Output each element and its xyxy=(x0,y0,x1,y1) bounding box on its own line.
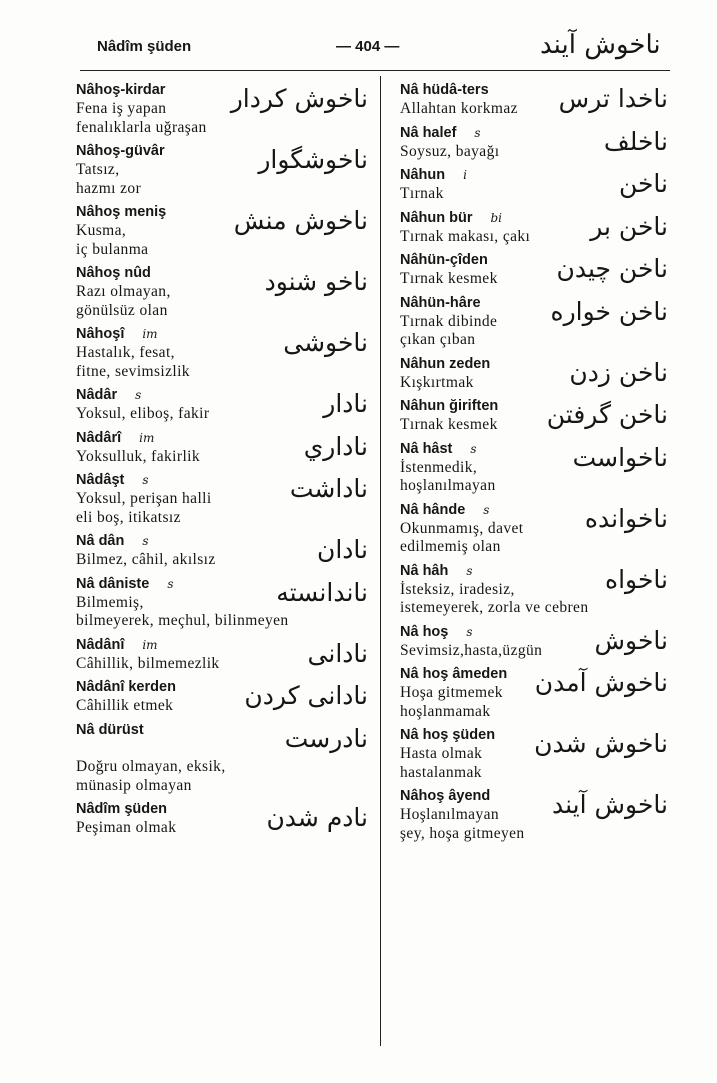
entry-definition-line: İstenmedik, xyxy=(400,458,478,476)
entry-arabic-script: ناخن خواره xyxy=(550,296,668,326)
entry-arabic-script: ناندانسته xyxy=(276,577,368,607)
dictionary-entry xyxy=(76,470,372,531)
entry-arabic-script: ناخوش منش xyxy=(233,206,368,235)
dictionary-entry xyxy=(76,263,372,324)
headword-text: Nâhoş nûd xyxy=(76,265,151,281)
entry-arabic-script: نادانى xyxy=(307,638,368,668)
dictionary-entry xyxy=(76,677,372,720)
entry-arabic-script: ناخوش كردار xyxy=(230,84,368,113)
dictionary-entry xyxy=(400,439,672,500)
entry-arabic-script: ناخوشگوار xyxy=(258,145,368,174)
entry-definition-line: Hoşlanılmayan xyxy=(400,806,500,823)
headword-text: Nâdâşt xyxy=(76,472,125,488)
entry-definition-line: Hastalık, fesat, xyxy=(76,344,175,361)
headword-text: Nâ hoş şüden xyxy=(400,727,496,743)
entry-definition-line: hoşlanılmayan xyxy=(400,477,496,494)
dictionary-entry xyxy=(400,293,672,354)
headword-text: Nâ dân xyxy=(76,533,125,549)
part-of-speech: s xyxy=(135,388,142,402)
entry-definition-line: Soysuz, bayağı xyxy=(400,142,500,160)
entry-definition-line: Hasta olmak xyxy=(400,745,483,762)
part-of-speech: im xyxy=(142,327,158,341)
dictionary-entry xyxy=(400,165,672,208)
headword-text: Nâdânî xyxy=(76,636,125,653)
dictionary-entry xyxy=(400,123,672,166)
page-header xyxy=(0,30,717,66)
entry-arabic-script: ناخن گرفتن xyxy=(546,400,668,429)
headword-text: Nâhoşî xyxy=(76,326,125,342)
entry-arabic-script: نادرست xyxy=(284,723,368,753)
entry-definition-line: Sevimsiz,hasta,üzgün xyxy=(400,641,543,659)
entry-arabic-script: ناخو شنود xyxy=(264,267,368,296)
part-of-speech: s xyxy=(466,624,473,639)
headword-text: Nâ dâniste xyxy=(76,575,150,592)
headword-text: Nâ hoş xyxy=(400,623,449,640)
column-divider xyxy=(380,76,381,1046)
dictionary-entry xyxy=(76,324,372,385)
entry-definition-line: Tırnak xyxy=(400,185,444,202)
headword-text: Nâ hüdâ-ters xyxy=(400,82,489,98)
headword-text: Nâ dürüst xyxy=(76,721,144,738)
entry-definition-line: eli boş, itikatsız xyxy=(76,508,181,526)
entry-definition-line: Kusma, xyxy=(76,222,127,239)
part-of-speech: bi xyxy=(490,210,503,225)
entry-definition-line: Câhillik etmek xyxy=(76,697,174,714)
dictionary-entry xyxy=(400,561,672,622)
entry-definition-line: edilmemiş olan xyxy=(400,538,501,555)
entry-definition-line: hazmı zor xyxy=(76,179,142,197)
entry-arabic-script: ناداشت xyxy=(289,474,368,503)
headword-text: Nâhun bür xyxy=(400,209,473,226)
headword-text: Nâhun ğiriften xyxy=(400,398,499,414)
entry-definition-line: şey, hoşa gitmeyen xyxy=(400,824,525,842)
dictionary-entry xyxy=(76,428,372,471)
entry-definition-line: İsteksiz, iradesiz, xyxy=(400,580,515,598)
headword-text: Nâdâr xyxy=(76,387,118,403)
dictionary-entry xyxy=(400,725,672,786)
part-of-speech: s xyxy=(470,441,477,456)
entry-definition-line: Tırnak kesmek xyxy=(400,270,498,287)
entry-arabic-script: ناخن بر xyxy=(590,211,668,241)
headword-text: Nâhoş meniş xyxy=(76,204,167,220)
entry-definition-line: fenalıklarla uğraşan xyxy=(76,118,207,136)
dictionary-entry xyxy=(76,574,372,635)
dictionary-entry xyxy=(400,786,672,847)
entry-definition-line: Tırnak kesmek xyxy=(400,416,498,433)
entry-arabic-script: ناخواه xyxy=(605,564,668,594)
dictionary-entry xyxy=(400,664,672,725)
entry-definition-line: iç bulanma xyxy=(76,240,149,258)
dictionary-entry xyxy=(76,385,372,428)
dictionary-entry xyxy=(76,80,372,141)
entry-definition-line: Tatsız, xyxy=(76,161,120,178)
entry-arabic-script: ناخوشى xyxy=(283,328,368,357)
part-of-speech: s xyxy=(167,576,174,591)
headword-text: Nâ hâst xyxy=(400,440,453,457)
part-of-speech: s xyxy=(466,563,473,578)
dictionary-entry xyxy=(400,396,672,439)
entry-arabic-script: ناخن چيدن xyxy=(556,254,668,283)
headword-text: Nâhün-hâre xyxy=(400,294,481,311)
dictionary-entry xyxy=(400,250,672,293)
dictionary-entry xyxy=(400,208,672,251)
entry-arabic-script: ناخوش شدن xyxy=(534,729,668,758)
dictionary-entry xyxy=(400,80,672,123)
entry-arabic-script: ناخلف xyxy=(603,126,668,156)
entry-arabic-script: ناخدا ترس xyxy=(558,84,668,113)
entry-definition-line: çıkan çıban xyxy=(400,331,476,348)
headword-text: Nâdârî xyxy=(76,429,122,446)
entry-definition-line: Yoksulluk, fakirlik xyxy=(76,447,201,465)
dictionary-entry xyxy=(400,354,672,397)
entry-arabic-script: نادانى كردن xyxy=(244,681,368,710)
entry-arabic-script: نادار xyxy=(323,389,368,418)
entry-definition-line: Doğru olmayan, eksik, xyxy=(76,758,226,775)
entry-definition-line: fitne, sevimsizlik xyxy=(76,362,190,380)
header-rule xyxy=(80,70,670,71)
entry-arabic-script: ناخوش xyxy=(594,625,668,655)
entry-definition-line: bilmeyerek, meçhul, bilinmeyen xyxy=(76,612,289,629)
dictionary-entry xyxy=(76,799,372,842)
running-head-left: Nâdîm şüden xyxy=(97,38,192,55)
entry-definition-line: münasip olmayan xyxy=(76,776,192,794)
headword-text: Nâ halef xyxy=(400,124,457,141)
headword-text: Nâdânî kerden xyxy=(76,679,176,695)
left-column xyxy=(76,80,372,842)
entry-definition-line: Yoksul, eliboş, fakir xyxy=(76,405,210,422)
entry-definition-line: istemeyerek, zorla ve cebren xyxy=(400,599,589,616)
dictionary-entry xyxy=(76,720,372,800)
dictionary-entry xyxy=(76,531,372,574)
part-of-speech: im xyxy=(139,430,155,445)
entry-arabic-script: ناداري xyxy=(303,431,368,461)
entry-definition-line: Allahtan korkmaz xyxy=(400,100,518,117)
headword-text: Nâhün-çîden xyxy=(400,252,488,268)
entry-arabic-script: نادان xyxy=(316,535,368,564)
entry-arabic-script: ناخواست xyxy=(572,442,668,472)
part-of-speech: s xyxy=(483,502,490,517)
right-column xyxy=(400,80,672,847)
headword-text: Nâhoş-güvâr xyxy=(76,143,165,159)
entry-definition-line: gönülsüz olan xyxy=(76,301,168,319)
part-of-speech: s xyxy=(474,125,481,140)
entry-arabic-script: ناخوش آيند xyxy=(552,790,668,819)
page-number: — 404 — xyxy=(336,38,400,55)
dictionary-entry xyxy=(76,141,372,202)
dictionary-entry xyxy=(76,202,372,263)
headword-text: Nâhun xyxy=(400,167,446,183)
entry-definition-line: hoşlanmamak xyxy=(400,702,491,720)
part-of-speech: s xyxy=(142,473,149,487)
entry-definition-line: Câhillik, bilmemezlik xyxy=(76,654,220,672)
headword-text: Nâhoş-kirdar xyxy=(76,82,166,98)
entry-definition-line: Tırnak makası, çakı xyxy=(400,227,531,245)
headword-text: Nâdîm şüden xyxy=(76,801,168,817)
entry-arabic-script: ناخوش آمدن xyxy=(534,668,668,697)
entry-definition-line: Peşiman olmak xyxy=(76,819,177,836)
entry-definition-line: Okunmamış, davet xyxy=(400,519,524,537)
entry-definition-line: Bilmemiş, xyxy=(76,593,144,611)
dictionary-entry xyxy=(400,622,672,665)
entry-arabic-script: ناخن زدن xyxy=(569,357,668,387)
headword-text: Nâ hâh xyxy=(400,562,449,579)
entry-arabic-script: ناخوانده xyxy=(584,503,668,533)
part-of-speech: im xyxy=(142,637,158,652)
entry-arabic-script: ناخن xyxy=(618,169,668,198)
headword-text: Nâ hoş âmeden xyxy=(400,666,508,682)
headword-text: Nâ hânde xyxy=(400,501,466,518)
entry-definition-line: Tırnak dibinde xyxy=(400,312,498,330)
entry-definition-line: Razı olmayan, xyxy=(76,283,171,300)
running-head-right: ناخوش آيند xyxy=(540,30,661,60)
entry-arabic-script: نادم شدن xyxy=(266,803,368,832)
entry-definition-line: Fena iş yapan xyxy=(76,100,167,117)
part-of-speech: s xyxy=(142,534,149,548)
entry-definition-line: hastalanmak xyxy=(400,763,482,781)
entry-definition-line: Yoksul, perişan halli xyxy=(76,490,212,507)
part-of-speech: i xyxy=(463,168,467,182)
headword-text: Nâhoş âyend xyxy=(400,788,491,804)
dictionary-entry xyxy=(400,500,672,561)
headword-text: Nâhun zeden xyxy=(400,355,491,372)
entry-definition-line: Bilmez, câhil, akılsız xyxy=(76,551,216,568)
entry-definition-line: Hoşa gitmemek xyxy=(400,684,503,701)
dictionary-entry xyxy=(76,635,372,678)
entry-definition-line: Kışkırtmak xyxy=(400,373,474,391)
